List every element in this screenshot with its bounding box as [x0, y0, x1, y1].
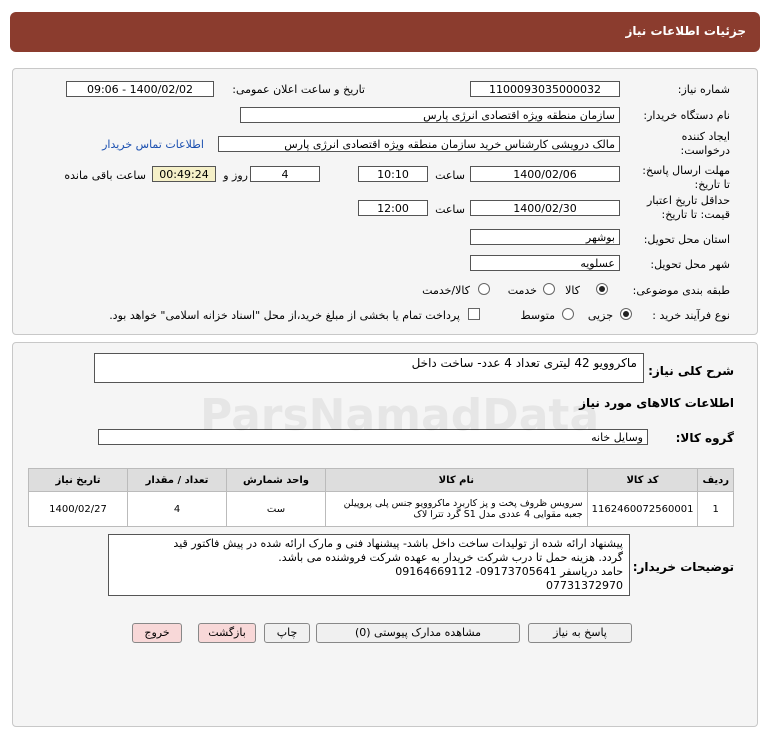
watermark: ParsNamadData — [200, 390, 600, 441]
deadline-time-field: 10:10 — [358, 166, 428, 182]
process-minor-label: جزیی — [587, 309, 613, 322]
table-row — [29, 492, 734, 527]
category-goods-label: کالا — [565, 284, 580, 297]
notes-line: 07731372970 — [546, 579, 623, 592]
attachments-button[interactable]: مشاهده مدارک پیوستی (0) — [316, 623, 520, 643]
goods-heading: اطلاعات کالاهای مورد نیاز — [579, 396, 734, 410]
col-qty: تعداد / مقدار — [128, 469, 227, 492]
col-name: نام کالا — [326, 469, 588, 492]
deadline-label: مهلت ارسال پاسخ: تا تاریخ: — [642, 164, 730, 191]
need-number-field: 1100093035000032 — [470, 81, 620, 97]
col-unit: واحد شمارش — [227, 469, 326, 492]
category-both-radio[interactable] — [478, 283, 490, 295]
days-field: 4 — [250, 166, 320, 182]
reply-button[interactable]: پاسخ به نیاز — [528, 623, 632, 643]
deadline-time-label: ساعت — [435, 169, 465, 182]
cell-date: 1400/02/27 — [29, 492, 128, 527]
buyer-org-label: نام دستگاه خریدار: — [643, 109, 730, 122]
category-service-radio[interactable] — [543, 283, 555, 295]
announce-label: تاریخ و ساعت اعلان عمومی: — [232, 83, 365, 96]
cell-unit: ست — [227, 492, 326, 527]
goods-table — [28, 468, 734, 527]
back-button[interactable]: بازگشت — [198, 623, 256, 643]
col-code: کد کالا — [587, 469, 698, 492]
announce-field: 1400/02/02 - 09:06 — [66, 81, 214, 97]
notes-label: توضیحات خریدار: — [632, 560, 734, 574]
page-title: جزئیات اطلاعات نیاز — [625, 24, 746, 38]
city-label: شهر محل تحویل: — [650, 258, 730, 271]
notes-field — [108, 534, 630, 596]
exit-button[interactable]: خروج — [132, 623, 182, 643]
notes-line: گردد. هزینه حمل تا درب شرکت خریدار به عهده شرکت فروشنده می باشد. — [278, 551, 623, 564]
process-minor-radio[interactable] — [620, 308, 632, 320]
cell-row: 1 — [698, 492, 734, 527]
col-date: تاریخ نیاز — [29, 469, 128, 492]
title-bar — [10, 12, 760, 52]
need-number-label: شماره نیاز: — [677, 83, 730, 96]
treasury-checkbox[interactable] — [468, 308, 480, 320]
creator-field: مالک درویشی کارشناس خرید سازمان منطقه ویژه اقتصادی انرژی پارس — [218, 136, 620, 152]
print-button[interactable]: چاپ — [264, 623, 310, 643]
category-label: طبقه بندی موضوعی: — [632, 284, 730, 297]
cell-code: 1162460072560001 — [587, 492, 698, 527]
province-field: بوشهر — [470, 229, 620, 245]
payment-note: پرداخت تمام یا بخشی از مبلغ خرید،از محل "اسناد خزانه اسلامی" خواهد بود. — [109, 309, 460, 322]
contact-link[interactable]: اطلاعات تماس خریدار — [102, 138, 204, 151]
remaining-label: ساعت باقی مانده — [64, 169, 146, 182]
category-service-label: خدمت — [507, 284, 537, 297]
col-row: ردیف — [698, 469, 734, 492]
group-field: وسایل خانه — [98, 429, 648, 445]
remaining-timer: 00:49:24 — [152, 166, 216, 182]
days-label: روز و — [223, 169, 248, 182]
province-label: استان محل تحویل: — [643, 233, 730, 246]
process-medium-label: متوسط — [520, 309, 555, 322]
validity-time-field: 12:00 — [358, 200, 428, 216]
group-label: گروه کالا: — [675, 431, 734, 445]
description-label: شرح کلی نیاز: — [648, 364, 734, 378]
process-label: نوع فرآیند خرید : — [652, 309, 730, 322]
creator-label: ایجاد کننده درخواست: — [680, 130, 730, 157]
validity-date-field: 1400/02/30 — [470, 200, 620, 216]
description-field: ماکروویو 42 لیتری تعداد 4 عدد- ساخت داخل — [94, 353, 644, 383]
notes-line: حامد دریاسفر 09173705641- 09164669112 — [395, 565, 623, 578]
notes-line: پیشنهاد ارائه شده از تولیدات ساخت داخل باشد- پیشنهاد فنی و مارک ارائه شده در پیش فاکتور قید — [173, 537, 623, 550]
cell-name: سرویس ظروف پخت و پز کاربرد ماکروویو جنس پلی پروپیلن جعبه مقوایی 4 عددی مدل S1 گرد تترا لاک — [326, 492, 588, 527]
city-field: عسلویه — [470, 255, 620, 271]
process-medium-radio[interactable] — [562, 308, 574, 320]
deadline-date-field: 1400/02/06 — [470, 166, 620, 182]
category-goods-radio[interactable] — [596, 283, 608, 295]
validity-label: حداقل تاریخ اعتبار قیمت: تا تاریخ: — [646, 194, 730, 221]
cell-qty: 4 — [128, 492, 227, 527]
buyer-org-field: سازمان منطقه ویژه اقتصادی انرژی پارس — [240, 107, 620, 123]
category-both-label: کالا/خدمت — [422, 284, 470, 297]
validity-time-label: ساعت — [435, 203, 465, 216]
